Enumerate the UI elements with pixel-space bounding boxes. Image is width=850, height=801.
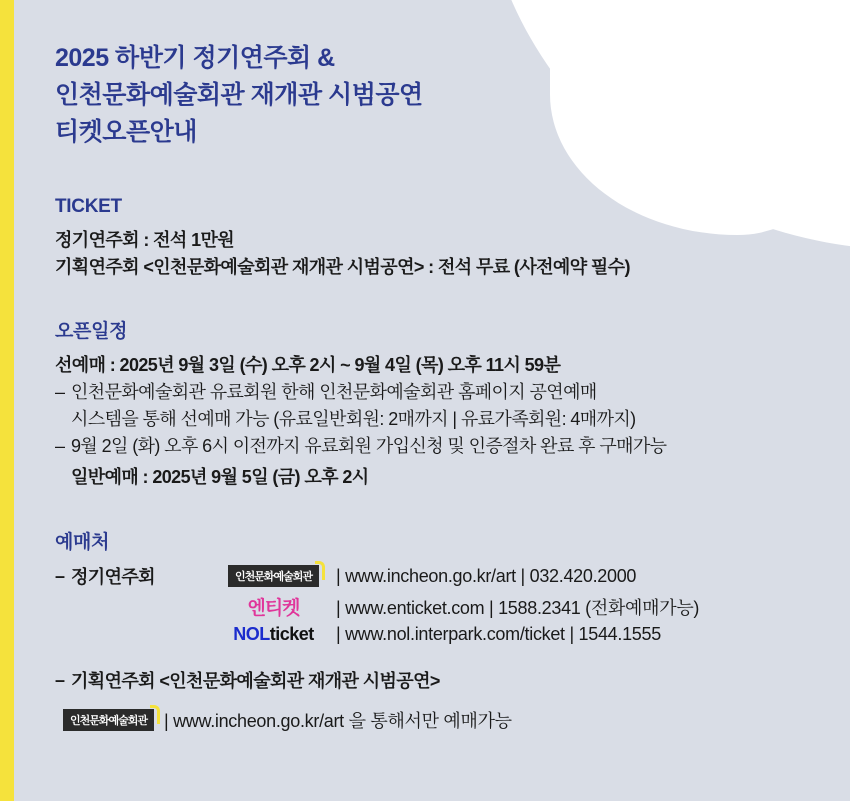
vendor-row-1-info[interactable]: | www.incheon.go.kr/art | 032.420.2000 bbox=[336, 565, 637, 586]
note-text-line-1: 인천문화예술회관 유료회원 한해 인천문화예술회관 홈페이지 공연예매 bbox=[71, 382, 597, 403]
presale-label: 선예매 : 2025년 9월 3일 (수) 오후 2시 ~ 9월 4일 (목) 오후 11시 59분 bbox=[55, 354, 561, 375]
ticket-line-1: 정기연주회 : 전석 1만원 bbox=[55, 230, 235, 250]
page-title bbox=[55, 40, 820, 151]
note-dash: – bbox=[55, 382, 65, 403]
vendor-group-1-header bbox=[55, 563, 820, 589]
general-sale-label: 일반예매 : 2025년 9월 5일 (금) 오후 2시 bbox=[71, 467, 369, 488]
title-line-2: 인천문화예술회관 재개관 시범공연 bbox=[55, 81, 423, 109]
incheon-arts-center-logo: 인천문화예술회관 bbox=[63, 709, 154, 731]
vendor-row-3 bbox=[55, 624, 820, 645]
ticket-section bbox=[55, 196, 820, 282]
schedule-heading: 오픈일정 bbox=[55, 320, 128, 342]
note-text bbox=[71, 379, 820, 406]
vendor-group-2-name: 기획연주회 <인천문화예술회관 재개관 시범공연> bbox=[71, 671, 440, 692]
enticket-logo: 엔티켓 bbox=[247, 598, 300, 620]
vendor-group-2-row bbox=[55, 707, 820, 733]
schedule-note-1-cont bbox=[55, 406, 820, 433]
title-line-3: 티켓오픈안내 bbox=[55, 118, 197, 146]
vendor-row-2 bbox=[55, 593, 820, 620]
title-line-1: 2025 하반기 정기연주회 & bbox=[55, 44, 335, 72]
vendor-group-2-header bbox=[55, 667, 820, 693]
nol-ticket-logo bbox=[233, 624, 314, 645]
vendors-heading: 예매처 bbox=[55, 532, 110, 554]
vendor-group-1-name: 정기연주회 bbox=[71, 567, 155, 588]
note-text-line-1: 9월 2일 (화) 오후 6시 이전까지 유료회원 가입신청 및 인증절차 완료 후 구매가능 bbox=[71, 436, 667, 457]
logo-slot bbox=[211, 624, 336, 645]
vendor-row-2-info[interactable]: | www.enticket.com | 1588.2341 (전화예매가능) bbox=[336, 597, 700, 618]
incheon-arts-center-logo: 인천문화예술회관 bbox=[228, 565, 319, 587]
logo-slot bbox=[63, 709, 154, 731]
vendor-dash: – bbox=[55, 565, 66, 586]
logo-slot bbox=[211, 593, 336, 620]
ticket-logo-text: ticket bbox=[269, 624, 314, 645]
vendor-row-3-info[interactable]: | www.nol.interpark.com/ticket | 1544.1555 bbox=[336, 624, 661, 645]
vendor-group-2-info[interactable]: | www.incheon.go.kr/art 을 통해서만 예매가능 bbox=[164, 711, 512, 732]
note-text-line-2: 시스템을 통해 선예매 가능 (유료일반회원: 2매까지 | 유료가족회원: 4매까지) bbox=[71, 409, 636, 430]
schedule-note-1 bbox=[55, 379, 820, 406]
note-dash: – bbox=[55, 436, 65, 457]
schedule-section bbox=[55, 316, 820, 492]
nol-logo-text: NOL bbox=[233, 624, 270, 645]
vendor-dash: – bbox=[55, 669, 66, 690]
schedule-note-2 bbox=[55, 433, 820, 460]
ticket-heading: TICKET bbox=[55, 196, 122, 217]
vendors-section bbox=[55, 527, 820, 733]
logo-slot bbox=[211, 565, 336, 587]
ticket-line-2: 기획연주회 <인천문화예술회관 재개관 시범공연> : 전석 무료 (사전예약 필수) bbox=[55, 257, 630, 278]
